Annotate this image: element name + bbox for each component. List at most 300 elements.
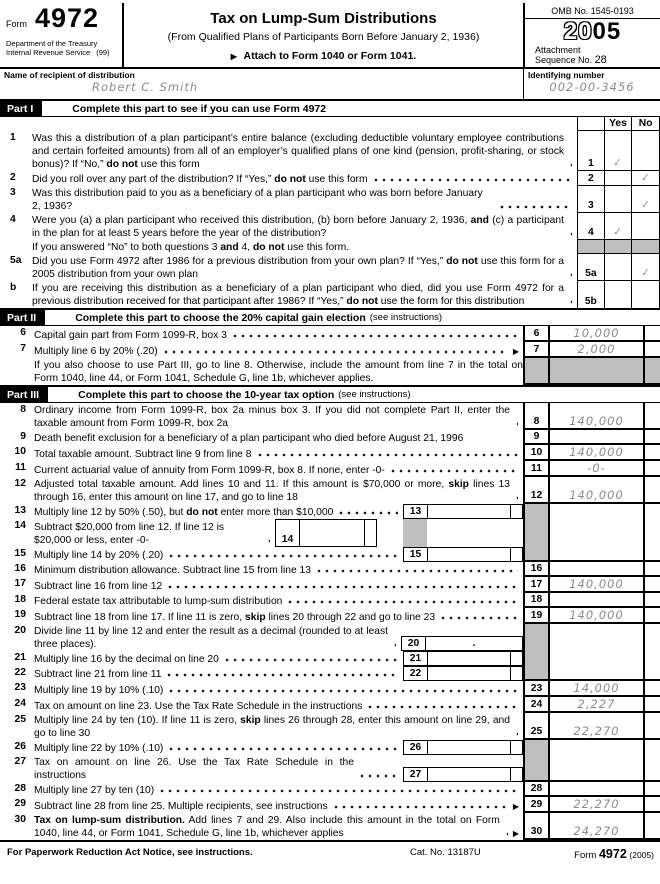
- agency-name: Internal Revenue Service: [6, 47, 91, 57]
- line-6-amount-value: 10,000: [573, 326, 620, 340]
- line-20-amount-cell[interactable]: [550, 624, 643, 651]
- line-6-amount-cell[interactable]: [550, 326, 643, 342]
- line-9-amount-cell[interactable]: [550, 430, 643, 445]
- attach-arrow-icon: ▶: [230, 52, 237, 61]
- line-24-label: Tax on amount on line 23. Use the Tax Rate Schedule in the instructions: [34, 701, 363, 712]
- line-27-amount-cell[interactable]: [550, 755, 643, 782]
- line-11-right-cells: [523, 461, 660, 477]
- line-16-number: 16: [14, 563, 26, 574]
- line-17-row: [0, 577, 660, 593]
- agency-block: [6, 40, 119, 57]
- sequence-line: [535, 55, 660, 65]
- line-23-line-number-cell: 23: [523, 681, 550, 697]
- line-30-label: Tax on lump-sum distribution. Add lines 7 and 29. Also include this amount in the total on Form 1040, line 44, or Form 1041, Schedule G, line 1b, whichever applies: [34, 815, 500, 839]
- line-20-row: [0, 624, 660, 651]
- part1-title: Complete this part to see if you can use Form 4972: [72, 102, 327, 115]
- line-26-box-cents: [510, 741, 522, 754]
- line-8-cents-cell[interactable]: [643, 403, 660, 430]
- line-part2-note-row: [0, 358, 660, 385]
- dotted-leader: [514, 418, 518, 430]
- line-16-amount-cell[interactable]: [550, 562, 643, 577]
- dotted-leader: [392, 639, 396, 651]
- line-9-number: 9: [20, 431, 26, 442]
- line-23-number: 23: [14, 682, 26, 693]
- identifying-number-value[interactable]: 002-00-3456: [549, 80, 635, 94]
- line-21-amount-cell[interactable]: [550, 651, 643, 666]
- line-8-label: Ordinary income from Form 1099-R, box 2a minus box 3. If you did not complete Part II, enter the taxable amount from Form 1099-R, box 2a: [34, 405, 510, 429]
- line-18-line-number-cell: 18: [523, 593, 550, 608]
- line-28-cents-cell[interactable]: [643, 782, 660, 797]
- dotted-leader: [167, 550, 398, 562]
- part1-row-5a: [0, 254, 660, 281]
- line-11-cents-cell[interactable]: [643, 461, 660, 477]
- question-note-no-cell[interactable]: [631, 240, 659, 254]
- line-18-number: 18: [14, 594, 26, 605]
- line-6-cents-cell[interactable]: [643, 326, 660, 342]
- dotted-leader: [568, 228, 572, 240]
- line-28-number: 28: [14, 783, 26, 794]
- form-subtitle: (From Qualified Plans of Participants Born Before January 2, 1936): [167, 31, 480, 43]
- line-21-cents-cell[interactable]: [643, 651, 660, 666]
- dotted-leader: [266, 535, 270, 547]
- shaded-cell: [403, 519, 427, 547]
- line-23-amount-value: 14,000: [573, 681, 620, 695]
- question-3-yes-cell[interactable]: [604, 186, 632, 213]
- form-word-line: [6, 5, 119, 32]
- line-26-box-amount[interactable]: [428, 741, 510, 754]
- line-30-cents-cell[interactable]: [643, 813, 660, 840]
- line-21-entry-box: [403, 651, 523, 666]
- line-8-number: 8: [20, 404, 26, 415]
- question-5b-cells: [577, 281, 660, 308]
- attach-text: Attach to Form 1040 or Form 1041.: [243, 50, 417, 62]
- dotted-leader: [568, 296, 572, 308]
- dotted-leader: [366, 701, 518, 713]
- line-22-number: 22: [14, 667, 26, 678]
- line-10-amount-value: 140,000: [569, 445, 624, 459]
- line-15-cents-cell[interactable]: [643, 547, 660, 562]
- dotted-leader: [166, 581, 518, 593]
- line-number-column-header: [577, 117, 604, 131]
- question-note-line-number-cell: [577, 240, 604, 254]
- line-13-label: Multiply line 12 by 50% (.50), but do not enter more than $10,000: [34, 507, 334, 518]
- line-14-line-number-cell: [523, 519, 550, 547]
- catalog-number: Cat. No. 13187U: [410, 847, 481, 858]
- question-1-line-number-cell: 1: [577, 131, 604, 171]
- line-28-line-number-cell: 28: [523, 782, 550, 797]
- attachment-sequence: [525, 44, 660, 67]
- dotted-leader: [332, 801, 508, 813]
- part1-rows: [0, 117, 660, 308]
- line-19-line-number-cell: 19: [523, 608, 550, 624]
- line-25-cents-cell[interactable]: [643, 713, 660, 740]
- line-15-right-cells: [523, 547, 660, 562]
- line-8-row: [0, 403, 660, 430]
- question-2-yes-cell[interactable]: [604, 171, 632, 186]
- line-29-right-cells: [523, 797, 660, 813]
- line-20-line-number-cell: [523, 624, 550, 651]
- yes-no-header-cells: [577, 117, 660, 131]
- line-13-amount-cell[interactable]: [550, 504, 643, 519]
- line-27-label: Tax on amount on line 26. Use the Tax Rate Schedule in the instructions: [34, 757, 354, 781]
- question-3-no-cell[interactable]: [631, 186, 659, 213]
- question-5a-line-number-cell: 5a: [577, 254, 604, 281]
- line-10-cents-cell[interactable]: [643, 445, 660, 461]
- line-26-box-number: 26: [404, 741, 428, 754]
- line-15-row: [0, 547, 660, 562]
- line-11-amount-value: -0-: [587, 461, 606, 475]
- agency-line-1: Department of the Treasury: [6, 39, 98, 48]
- line-7-cents-cell[interactable]: [643, 342, 660, 358]
- question-note-cells: [577, 240, 660, 254]
- line-18-label: Federal estate tax attributable to lump-sum distribution: [34, 596, 283, 607]
- line-9-row: [0, 430, 660, 445]
- line-7-number: 7: [20, 343, 26, 354]
- question-1-cells: [577, 131, 660, 171]
- line-20-box-amount[interactable]: .: [472, 638, 476, 649]
- line-part2-note-line-number-cell: [523, 358, 550, 385]
- line-15-entry-box: [403, 547, 523, 562]
- line-20-right-cells: [523, 624, 660, 651]
- line-part2-note-right-cells: [523, 358, 660, 385]
- question-4-number: 4: [10, 214, 16, 225]
- line-15-box-number: 15: [404, 548, 428, 561]
- form-number-block: [0, 3, 124, 67]
- line-30-amount-cell[interactable]: [550, 813, 643, 840]
- line-19-number: 19: [14, 609, 26, 620]
- question-2-line-number-cell: 2: [577, 171, 604, 186]
- form-title-block: [124, 3, 523, 67]
- line-16-row: [0, 562, 660, 577]
- right-arrow-icon: ▶: [512, 802, 519, 811]
- line-13-right-cells: [523, 504, 660, 519]
- line-19-amount-cell[interactable]: [550, 608, 643, 624]
- line-17-number: 17: [14, 578, 26, 589]
- question-5b-no-cell[interactable]: [631, 281, 659, 308]
- line-25-number: 25: [14, 714, 26, 725]
- line-20-cents-cell[interactable]: [643, 624, 660, 651]
- line-12-number: 12: [14, 478, 26, 489]
- line-10-amount-cell[interactable]: [550, 445, 643, 461]
- agency-line-2: [6, 49, 119, 58]
- question-1-yes-cell[interactable]: [604, 131, 632, 171]
- line-13-row: [0, 504, 660, 519]
- line-22-cents-cell[interactable]: [643, 666, 660, 681]
- line-29-cents-cell[interactable]: [643, 797, 660, 813]
- checkmark-icon: ✓: [640, 198, 651, 212]
- question-note-yes-cell[interactable]: [604, 240, 632, 254]
- line-10-row: [0, 445, 660, 461]
- identifying-number-cell: [523, 69, 660, 99]
- line-29-amount-cell[interactable]: [550, 797, 643, 813]
- footer-form-number: 4972: [598, 847, 627, 861]
- line-11-label: Current actuarial value of annuity from Form 1099-R, box 8. If none, enter -0-: [34, 465, 385, 476]
- line-23-amount-cell[interactable]: [550, 681, 643, 697]
- line-18-row: [0, 593, 660, 608]
- part2-bar: [0, 308, 660, 326]
- question-5a-label: Did you use Form 4972 after 1986 for a previous distribution from your own plan? If “Yes,” do not use this form for a 2005 distribution from your own plan: [32, 256, 564, 280]
- line-7-amount-cell[interactable]: [550, 342, 643, 358]
- line-14-amount-cell[interactable]: [550, 519, 643, 547]
- line-17-line-number-cell: 17: [523, 577, 550, 593]
- line-30-line-number-cell: 30: [523, 813, 550, 840]
- question-2-label: Did you roll over any part of the distribution? If “Yes,” do not use this form: [32, 174, 368, 185]
- line-19-row: [0, 608, 660, 624]
- dotted-leader: [514, 492, 518, 504]
- omb-year-block: [523, 3, 660, 67]
- line-25-label: Multiply line 24 by ten (10). If line 11 is zero, skip lines 26 through 28, enter this amount on line 29, and go to line 30: [34, 715, 510, 739]
- line-11-number: 11: [15, 462, 26, 473]
- line-26-amount-cell[interactable]: [550, 740, 643, 755]
- line-22-label: Subtract line 21 from line 11: [34, 669, 162, 680]
- part3-label: Part III: [0, 387, 48, 402]
- question-5a-cells: [577, 254, 660, 281]
- line-27-box-number: 27: [404, 768, 428, 781]
- line-27-box-amount[interactable]: [428, 768, 510, 781]
- line-17-label: Subtract line 16 from line 12: [34, 581, 163, 592]
- line-27-row: [0, 755, 660, 782]
- line-7-right-cells: [523, 342, 660, 358]
- line-16-right-cells: [523, 562, 660, 577]
- line-18-amount-cell[interactable]: [550, 593, 643, 608]
- part3-bar: [0, 385, 660, 403]
- question-1-number: 1: [10, 132, 16, 143]
- recipient-name-label: Name of recipient of distribution: [4, 70, 135, 80]
- line-28-row: [0, 782, 660, 797]
- dotted-leader: [358, 770, 398, 782]
- line-part2-note-cents-cell[interactable]: [643, 358, 660, 385]
- line-28-right-cells: [523, 782, 660, 797]
- line-24-number: 24: [14, 698, 26, 709]
- dotted-leader: [439, 612, 518, 624]
- part2-rows: [0, 326, 660, 385]
- line-24-amount-cell[interactable]: [550, 697, 643, 713]
- form-title: Tax on Lump-Sum Distributions: [210, 10, 437, 27]
- line-26-row: [0, 740, 660, 755]
- line-23-row: [0, 681, 660, 697]
- line-22-amount-cell[interactable]: [550, 666, 643, 681]
- attachment-label: Attachment: [535, 45, 581, 55]
- tax-year: [525, 19, 660, 44]
- question-1-label: Was this a distribution of a plan participant’s entire balance (excluding deductible voluntary employee contributions and certain forfeited amounts) from all of an employer’s qualified plans of one kind (pension, profit-sharing, or stock bonus)? If “No,” do not use this form: [32, 133, 564, 170]
- line-18-cents-cell[interactable]: [643, 593, 660, 608]
- identifying-number-label: Identifying number: [528, 70, 605, 80]
- line-26-label: Multiply line 22 by 10% (.10): [34, 743, 164, 754]
- question-4-yes-cell[interactable]: [604, 213, 632, 240]
- line-14-row: [0, 519, 660, 547]
- question-2-cells: [577, 171, 660, 186]
- line-12-cents-cell[interactable]: [643, 477, 660, 504]
- line-15-line-number-cell: [523, 547, 550, 562]
- line-6-row: [0, 326, 660, 342]
- line-24-amount-value: 2,227: [577, 697, 616, 711]
- line-22-box-cents: [510, 667, 522, 680]
- line-26-right-cells: [523, 740, 660, 755]
- line-23-right-cells: [523, 681, 660, 697]
- line-17-amount-cell[interactable]: [550, 577, 643, 593]
- line-27-entry-box: [403, 767, 523, 782]
- line-25-amount-cell[interactable]: [550, 713, 643, 740]
- sequence-number: 28: [594, 54, 607, 66]
- dotted-leader: [514, 728, 518, 740]
- line-29-amount-value: 22,270: [573, 797, 620, 811]
- line-21-row: [0, 651, 660, 666]
- line-30-row: [0, 813, 660, 840]
- line-28-amount-cell[interactable]: [550, 782, 643, 797]
- line-13-line-number-cell: [523, 504, 550, 519]
- recipient-name-value[interactable]: Robert C. Smith: [92, 80, 199, 94]
- part1-row-5b: [0, 281, 660, 308]
- line-24-cents-cell[interactable]: [643, 697, 660, 713]
- line-10-line-number-cell: 10: [523, 445, 550, 461]
- question-4-label: Were you (a) a plan participant who received this distribution, (b) born before January 2, 1936, and (c) a participant in the plan for at least 5 years before the year of the distribution?: [32, 215, 564, 239]
- dotted-leader: [167, 743, 398, 755]
- line-13-box-amount[interactable]: [428, 505, 510, 518]
- line-30-number: 30: [14, 814, 26, 825]
- line-8-amount-cell[interactable]: [550, 403, 643, 430]
- line-20-box-number: 20: [402, 637, 426, 650]
- line-15-box-amount[interactable]: [428, 548, 510, 561]
- line-25-amount-value: 22,270: [573, 724, 620, 738]
- line-27-cents-cell[interactable]: [643, 755, 660, 782]
- line-29-row: [0, 797, 660, 813]
- line-12-amount-value: 140,000: [569, 488, 624, 502]
- line-30-amount-value: 24,270: [573, 824, 620, 838]
- footer-form-id: [574, 847, 654, 861]
- part1-row-1: [0, 131, 660, 171]
- line-12-right-cells: [523, 477, 660, 504]
- dotted-leader: [162, 346, 508, 358]
- line-9-cents-cell[interactable]: [643, 430, 660, 445]
- question-1-no-cell[interactable]: [631, 131, 659, 171]
- dotted-leader: [568, 269, 572, 281]
- line-10-right-cells: [523, 445, 660, 461]
- line-part2-note-amount-cell[interactable]: [550, 358, 643, 385]
- line-22-box-amount[interactable]: [428, 667, 510, 680]
- part2-title-text: Complete this part to choose the 20% capital gain election: [75, 311, 366, 324]
- dotted-leader: [286, 596, 518, 608]
- year-prefix: 20: [563, 18, 593, 45]
- line-10-label: Total taxable amount. Subtract line 9 from line 8: [34, 449, 252, 460]
- line-9-right-cells: [523, 430, 660, 445]
- line-13-number: 13: [14, 505, 26, 516]
- line-26-line-number-cell: [523, 740, 550, 755]
- right-arrow-icon: ▶: [512, 347, 519, 356]
- line-26-cents-cell[interactable]: [643, 740, 660, 755]
- line-11-amount-cell[interactable]: [550, 461, 643, 477]
- line-23-cents-cell[interactable]: [643, 681, 660, 697]
- form-word: Form: [6, 19, 27, 29]
- line-13-box-cents: [510, 505, 522, 518]
- checkmark-icon: ✓: [640, 171, 651, 185]
- dotted-leader: [167, 685, 518, 697]
- part2-label: Part II: [0, 310, 45, 325]
- line-14-cents-cell[interactable]: [643, 519, 660, 547]
- line-20-number: 20: [14, 625, 26, 636]
- question-3-number: 3: [10, 187, 16, 198]
- question-2-no-cell[interactable]: [631, 171, 659, 186]
- line-16-label: Minimum distribution allowance. Subtract line 15 from line 13: [34, 565, 312, 576]
- line-15-box-cents: [510, 548, 522, 561]
- line-19-cents-cell[interactable]: [643, 608, 660, 624]
- line-14-label: Subtract $20,000 from line 12. If line 12 is $20,000 or less, enter -0-: [34, 522, 225, 546]
- line-22-box-number: 22: [404, 667, 428, 680]
- footer-form-label: Form: [574, 850, 597, 861]
- form-number: 4972: [35, 3, 100, 33]
- line-19-right-cells: [523, 608, 660, 624]
- checkmark-icon: ✓: [612, 156, 624, 170]
- part3-title-note: (see instructions): [338, 389, 411, 400]
- dotted-leader: [568, 159, 572, 171]
- line-19-label: Subtract line 18 from line 17. If line 11 is zero, skip lines 20 through 22 and go to line 23: [34, 612, 436, 623]
- question-5b-yes-cell[interactable]: [604, 281, 632, 308]
- question-5a-yes-cell[interactable]: [604, 254, 632, 281]
- question-5b-label: If you are receiving this distribution as a beneficiary of a plan participant who died, did you use Form 4972 for a previous distribution received for that participant after 1986? If “Yes,” do not use the form for this distribution: [32, 283, 564, 307]
- form-header: [0, 3, 660, 69]
- line-25-row: [0, 713, 660, 740]
- question-5a-no-cell[interactable]: [631, 254, 659, 281]
- line-29-line-number-cell: 29: [523, 797, 550, 813]
- dotted-leader: [165, 669, 398, 681]
- line-17-right-cells: [523, 577, 660, 593]
- line-21-box-amount[interactable]: [428, 652, 510, 665]
- line-14-box-amount[interactable]: [300, 520, 364, 546]
- dotted-leader: [389, 465, 518, 477]
- dotted-leader: [498, 201, 572, 213]
- line-21-box-cents: [510, 652, 522, 665]
- checkmark-icon: ✓: [640, 266, 651, 280]
- question-5b-number: b: [10, 282, 17, 293]
- part1-label: Part I: [0, 101, 42, 116]
- line-13-cents-cell[interactable]: [643, 504, 660, 519]
- part1-row-2: [0, 171, 660, 186]
- question-3-line-number-cell: 3: [577, 186, 604, 213]
- line-14-number: 14: [14, 520, 26, 531]
- line-16-cents-cell[interactable]: [643, 562, 660, 577]
- dotted-leader: [315, 565, 518, 577]
- dotted-leader: [372, 174, 572, 186]
- line-22-right-cells: [523, 666, 660, 681]
- line-17-cents-cell[interactable]: [643, 577, 660, 593]
- question-5b-line-number-cell: 5b: [577, 281, 604, 308]
- line-7-amount-value: 2,000: [577, 342, 616, 356]
- line-29-number: 29: [14, 798, 26, 809]
- recipient-name-cell: [0, 69, 523, 99]
- line-14-entry-box: [275, 519, 377, 547]
- line-6-line-number-cell: 6: [523, 326, 550, 342]
- question-4-no-cell[interactable]: [631, 213, 659, 240]
- line-28-label: Multiply line 27 by ten (10): [34, 785, 155, 796]
- part3-title: [78, 387, 410, 402]
- sequence-label: Sequence No.: [535, 55, 593, 65]
- line-8-line-number-cell: 8: [523, 403, 550, 430]
- part3-rows: [0, 403, 660, 840]
- question-4-line-number-cell: 4: [577, 213, 604, 240]
- line-15-amount-cell[interactable]: [550, 547, 643, 562]
- line-8-amount-value: 140,000: [569, 414, 624, 428]
- line-11-row: [0, 461, 660, 477]
- line-7-line-number-cell: 7: [523, 342, 550, 358]
- line-26-entry-box: [403, 740, 523, 755]
- line-16-line-number-cell: 16: [523, 562, 550, 577]
- line-24-right-cells: [523, 697, 660, 713]
- line-27-number: 27: [14, 756, 26, 767]
- attach-instruction: [124, 50, 523, 62]
- line-12-amount-cell[interactable]: [550, 477, 643, 504]
- part1-bar: [0, 99, 660, 117]
- line-26-number: 26: [14, 741, 26, 752]
- line-20-entry-box: [401, 636, 523, 651]
